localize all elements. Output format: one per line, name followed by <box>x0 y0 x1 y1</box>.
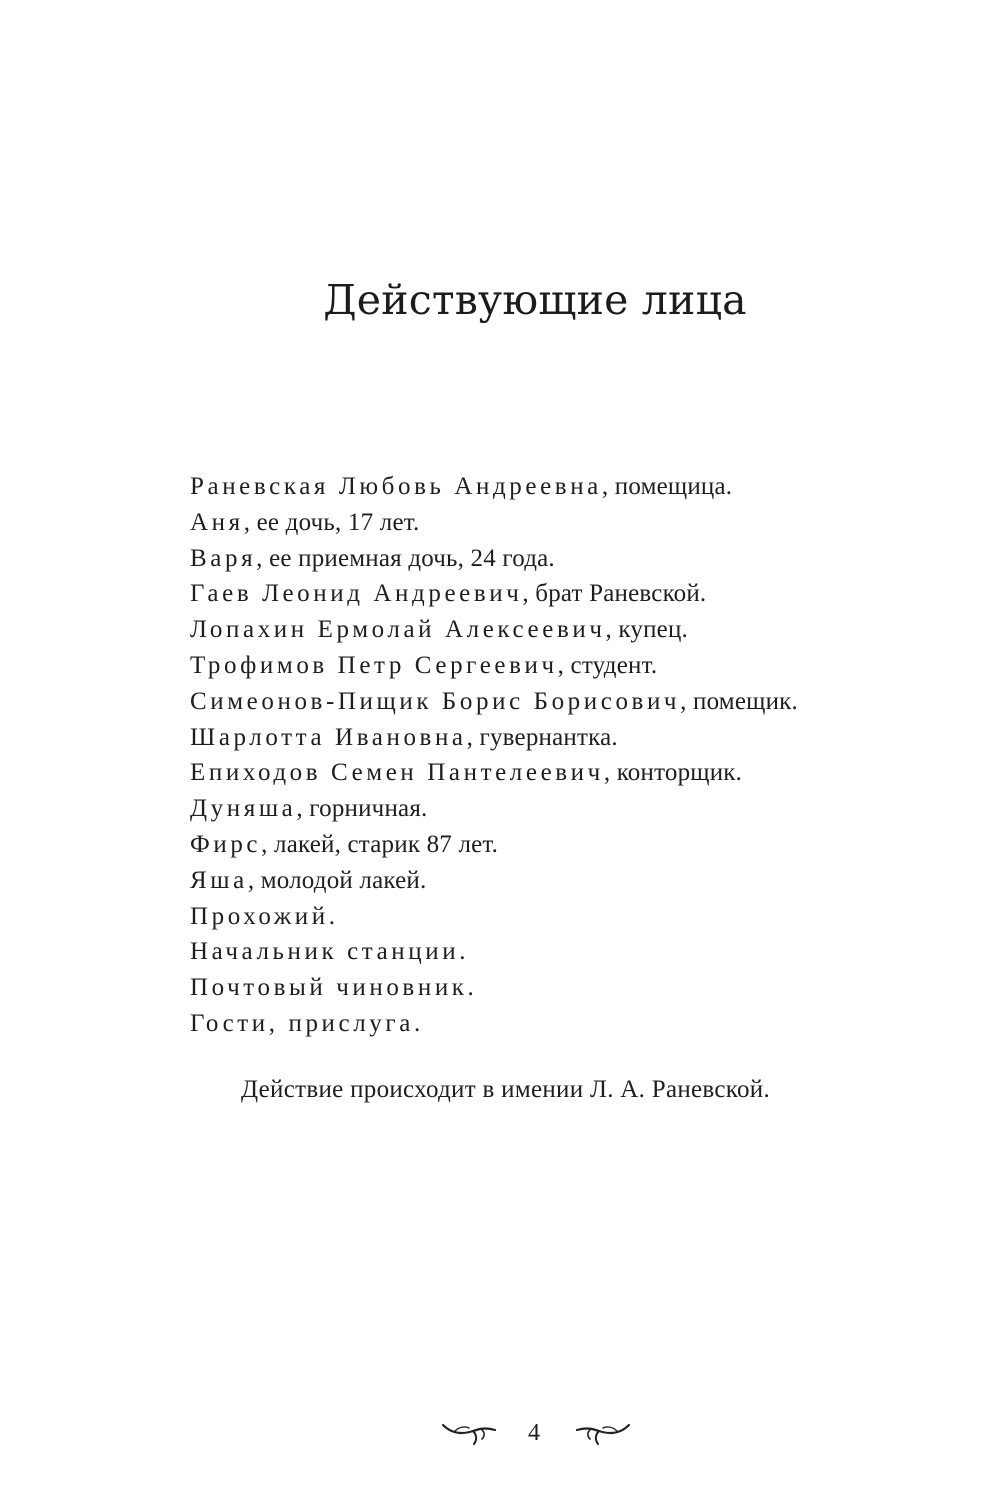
cast-description: . <box>459 938 466 966</box>
cast-description: , помещик. <box>680 687 798 715</box>
cast-item <box>190 827 798 863</box>
cast-item <box>190 505 798 541</box>
cast-name: Аня <box>190 508 244 536</box>
cast-item <box>190 612 798 648</box>
cast-description: . <box>328 902 336 930</box>
cast-item <box>190 576 798 612</box>
cast-name: Раневская Любовь Андреевна <box>190 473 602 500</box>
cast-description: , конторщик. <box>603 759 743 787</box>
cast-item <box>190 791 798 827</box>
cast-name: Начальник станции <box>190 938 460 966</box>
flourish-left-icon <box>441 1421 497 1447</box>
cast-name: Прохожий <box>190 902 329 930</box>
cast-item <box>190 1006 798 1042</box>
cast-item <box>190 648 798 684</box>
cast-description: . <box>413 1009 421 1037</box>
cast-name: Лопахин Ермолай Алексеевич <box>190 616 606 644</box>
cast-description: , гувернантка. <box>466 723 618 751</box>
cast-name: Фирс <box>190 830 262 858</box>
cast-name: Яша <box>190 866 248 894</box>
page-title: Действующие лица <box>323 276 747 324</box>
cast-item <box>190 899 798 935</box>
page-number: 4 <box>528 1420 540 1446</box>
cast-description: . <box>467 974 474 1002</box>
flourish-right-icon <box>575 1421 631 1447</box>
cast-name: Дуняша <box>190 795 297 823</box>
cast-item <box>190 934 798 970</box>
page-footer <box>0 1418 1000 1448</box>
cast-description: , брат Раневской. <box>522 580 707 608</box>
cast-name: Гости, прислуга <box>190 1009 414 1037</box>
cast-item <box>190 863 798 899</box>
cast-name: Симеонов-Пищик Борис Борисович <box>190 687 681 715</box>
cast-description: , молодой лакей. <box>247 866 427 894</box>
cast-item <box>190 469 798 505</box>
cast-description: , горничная. <box>296 795 428 823</box>
cast-description: , лакей, старик 87 лет. <box>261 830 499 858</box>
cast-item <box>190 684 798 720</box>
cast-name: Трофимов Петр Сергеевич <box>190 651 558 679</box>
cast-item <box>190 720 798 756</box>
cast-name: Варя <box>190 544 257 572</box>
cast-description: , купец. <box>605 616 688 644</box>
cast-name: Гаев Леонид Андреевич <box>190 580 523 608</box>
cast-name: Епиходов Семен Пантелеевич <box>190 759 604 787</box>
cast-item <box>190 970 798 1006</box>
cast-list <box>190 469 798 1042</box>
cast-description: , помещица. <box>601 473 733 500</box>
cast-name: Почтовый чиновник <box>190 974 468 1002</box>
cast-name: Шарлотта Ивановна <box>190 723 467 751</box>
cast-item <box>190 541 798 577</box>
setting-note: Действие происходит в имении Л. А. Раневской. <box>241 1076 770 1103</box>
cast-description: , студент. <box>557 651 658 679</box>
cast-description: , ее приемная дочь, 24 года. <box>256 544 555 572</box>
cast-description: , ее дочь, 17 лет. <box>243 508 420 536</box>
cast-item <box>190 755 798 791</box>
